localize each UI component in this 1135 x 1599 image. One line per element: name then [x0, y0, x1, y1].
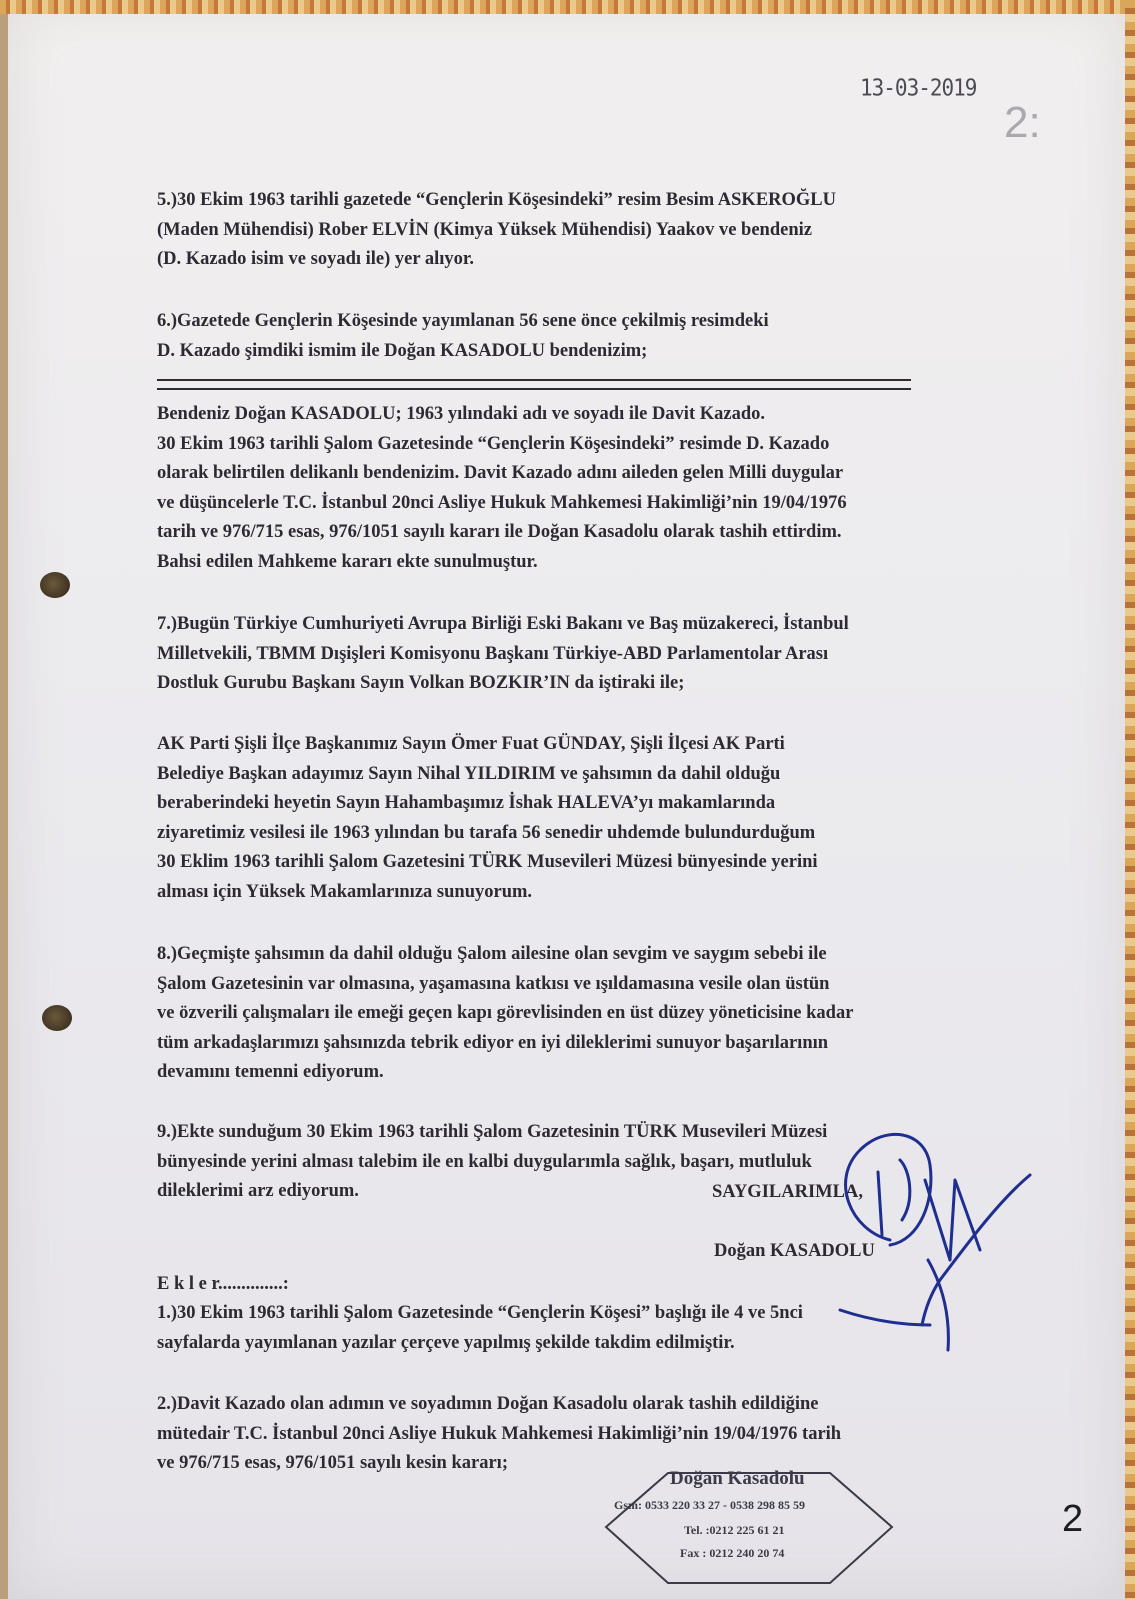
paragraph-8	[157, 940, 1017, 1088]
paragraph-5	[157, 186, 1017, 275]
text-line: (Maden Mühendisi) Rober ELVİN (Kimya Yüksek Mühendisi) Yaakov ve bendeniz	[157, 219, 812, 240]
background-edge-top	[0, 0, 1135, 14]
stamp-tel: Tel. :0212 225 61 21	[684, 1523, 785, 1537]
text-line: devamını temenni ediyorum.	[157, 1062, 384, 1082]
text-line: ziyaretimiz vesilesi ile 1963 yılından bu tarafa 56 senedir uhdemde bulundurduğum	[157, 822, 816, 843]
closing-regards: SAYGILARIMLA,	[712, 1182, 863, 1202]
text-line: Belediye Başkan adayımız Sayın Nihal YILDIRIM ve şahsımın da dahil olduğu	[157, 763, 781, 784]
punch-hole-upper	[40, 572, 70, 598]
paragraph-name-correction	[157, 400, 1017, 577]
text-line: 2.)Davit Kazado olan adımın ve soyadımın Doğan Kasadolu olarak tashih edildiğine	[157, 1394, 819, 1414]
text-line: ve 976/715 esas, 976/1051 sayılı kesin kararı;	[157, 1453, 508, 1473]
text-line: Şalom Gazetesinin var olmasına, yaşamasına katkısı ve ışıldamasına vesile olan üstün	[157, 973, 830, 994]
paragraph-ak-parti	[157, 730, 1017, 907]
date-stamp: 13-03-2019	[860, 74, 977, 102]
text-line: olarak belirtilen delikanlı bendenizim. Davit Kazado adını aileden gelen Milli duygular	[157, 463, 844, 483]
stamp-fax: Fax : 0212 240 20 74	[680, 1546, 785, 1560]
text-line: 9.)Ekte sunduğum 30 Ekim 1963 tarihli Şalom Gazetesinin TÜRK Musevileri Müzesi	[157, 1122, 828, 1142]
double-rule-separator	[157, 379, 911, 390]
attachments-title: E k l e r..............:	[157, 1274, 289, 1294]
text-line: bünyesinde yerini alması talebim ile en kalbi duygularımla sağlık, başarı, mutluluk	[157, 1151, 812, 1172]
text-line: beraberindeki heyetin Sayın Hahambaşımız İshak HALEVA’yı makamlarında	[157, 793, 776, 813]
stamp-gsm: Gsm: 0533 220 33 27 - 0538 298 85 59	[614, 1498, 805, 1512]
text-line: 5.)30 Ekim 1963 tarihli gazetede “Gençlerin Köşesindeki” resim Besim ASKEROĞLU	[157, 190, 836, 210]
text-line: 6.)Gazetede Gençlerin Köşesinde yayımlanan 56 sene önce çekilmiş resimdeki	[157, 311, 769, 331]
text-line: ve özverili çalışmaları ile emeği geçen kapı görevlisinden en üst düzey yöneticisine kadar	[157, 1003, 854, 1023]
handwritten-signature	[830, 1120, 1060, 1380]
text-line: tüm arkadaşlarımızı şahsınızda tebrik ediyor en iyi dileklerimi sunuyor başarılarının	[157, 1032, 829, 1053]
paragraph-6	[157, 307, 1017, 366]
stamp-name: Doğan Kasadolu	[670, 1468, 805, 1489]
background-edge-right	[1125, 0, 1135, 1599]
text-line: Bendeniz Doğan KASADOLU; 1963 yılındaki adı ve soyadı ile Davit Kazado.	[157, 404, 765, 424]
text-line: D. Kazado şimdiki ismim ile Doğan KASADOLU bendenizim;	[157, 340, 648, 361]
text-line: alması için Yüksek Makamlarınıza sunuyorum.	[157, 881, 533, 902]
text-line: Dostluk Gurubu Başkanı Sayın Volkan BOZKIR’IN da iştiraki ile;	[157, 673, 685, 693]
paragraph-7	[157, 610, 1017, 699]
text-line: tarih ve 976/715 esas, 976/1051 sayılı kararı ile Doğan Kasadolu olarak tashih ettirdim.	[157, 522, 842, 542]
text-line: 8.)Geçmişte şahsımın da dahil olduğu Şalom ailesine olan sevgim ve saygım sebebi ile	[157, 944, 827, 964]
text-line: 1.)30 Ekim 1963 tarihli Şalom Gazetesinde “Gençlerin Köşesi” başlığı ile 4 ve 5nci	[157, 1303, 803, 1323]
text-line: ve düşüncelerle T.C. İstanbul 20nci Asliye Hukuk Mahkemesi Hakimliği’nin 19/04/1976	[157, 492, 847, 513]
text-line: (D. Kazado isim ve soyadı ile) yer alıyor.	[157, 249, 475, 269]
text-line: AK Parti Şişli İlçe Başkanımız Sayın Ömer Fuat GÜNDAY, Şişli İlçesi AK Parti	[157, 734, 785, 754]
text-line: 30 Eklim 1963 tarihli Şalom Gazetesini TÜRK Musevileri Müzesi bünyesinde yerini	[157, 852, 818, 872]
text-line: Milletvekili, TBMM Dışişleri Komisyonu Başkanı Türkiye-ABD Parlamentolar Arası	[157, 643, 829, 664]
punch-hole-lower	[42, 1005, 72, 1031]
text-line: mütedair T.C. İstanbul 20nci Asliye Hukuk Mahkemesi Hakimliği’nin 19/04/1976 tarih	[157, 1423, 842, 1444]
text-line: sayfalarda yayımlanan yazılar çerçeve yapılmış şekilde takdim edilmiştir.	[157, 1332, 735, 1353]
text-line: 30 Ekim 1963 tarihli Şalom Gazetesinde “Gençlerin Köşesindeki” resimde D. Kazado	[157, 433, 830, 454]
page-number: 2	[1062, 1498, 1084, 1540]
text-line: Bahsi edilen Mahkeme kararı ekte sunulmuştur.	[157, 551, 538, 572]
text-line: 7.)Bugün Türkiye Cumhuriyeti Avrupa Birliği Eski Bakanı ve Baş müzakereci, İstanbul	[157, 614, 849, 634]
signer-name: Doğan KASADOLU	[714, 1241, 875, 1261]
page-mark: 2:	[1004, 98, 1041, 147]
text-line: dileklerimi arz ediyorum.	[157, 1181, 359, 1201]
